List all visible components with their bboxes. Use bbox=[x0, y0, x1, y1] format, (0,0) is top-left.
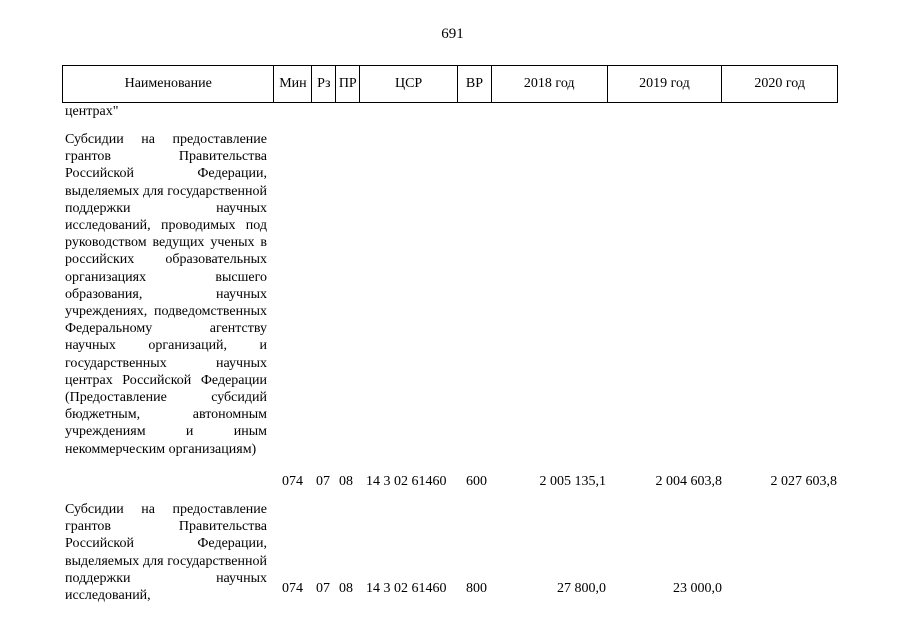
header-2020: 2020 год bbox=[754, 76, 805, 91]
cell-min: 074 bbox=[282, 474, 303, 489]
table-header bbox=[62, 65, 838, 103]
header-rz: Рз bbox=[312, 66, 336, 102]
header-2019: 2019 год bbox=[608, 66, 723, 102]
row-name: Субсидии на предоставление грантов Правительства Российской Федерации, выделяемых для государственной поддержки научных исследований, bbox=[65, 502, 267, 604]
cell-2020: 2 027 603,8 bbox=[770, 474, 837, 489]
header-csr: ЦСР bbox=[360, 66, 458, 102]
cell-rz: 07 bbox=[316, 474, 330, 489]
header-min: Мин bbox=[274, 66, 312, 102]
cell-2018: 2 005 135,1 bbox=[539, 474, 606, 489]
cell-2018: 27 800,0 bbox=[557, 581, 606, 596]
header-name: Наименование bbox=[63, 66, 274, 102]
header-vr: ВР bbox=[458, 66, 492, 102]
cell-2019: 2 004 603,8 bbox=[655, 474, 722, 489]
header-pr: ПР bbox=[336, 66, 360, 102]
cell-pr: 08 bbox=[339, 474, 353, 489]
header-2018: 2018 год bbox=[492, 66, 608, 102]
cell-2019: 23 000,0 bbox=[673, 581, 722, 596]
cell-rz: 07 bbox=[316, 581, 330, 596]
row-name-continuation: центрах" bbox=[65, 104, 119, 119]
row-name: Субсидии на предоставление грантов Правительства Российской Федерации, выделяемых для государственной поддержки научных исследований, проводимых под руководством ведущих ученых в российских образовательных организациях высшего образования, научных учреждениях, подведомственных Федеральному агентству научных организаций, и государственных научных центрах Российской Федерации (Предоставление субсидий бюджетным, автономным учреждениям и иным некоммерческим организациям) bbox=[65, 132, 267, 457]
cell-min: 074 bbox=[282, 581, 303, 596]
cell-csr: 14 3 02 61460 bbox=[366, 581, 447, 596]
cell-vr: 800 bbox=[466, 581, 487, 596]
page-number: 691 bbox=[441, 26, 464, 42]
cell-csr: 14 3 02 61460 bbox=[366, 474, 447, 489]
cell-vr: 600 bbox=[466, 474, 487, 489]
cell-pr: 08 bbox=[339, 581, 353, 596]
